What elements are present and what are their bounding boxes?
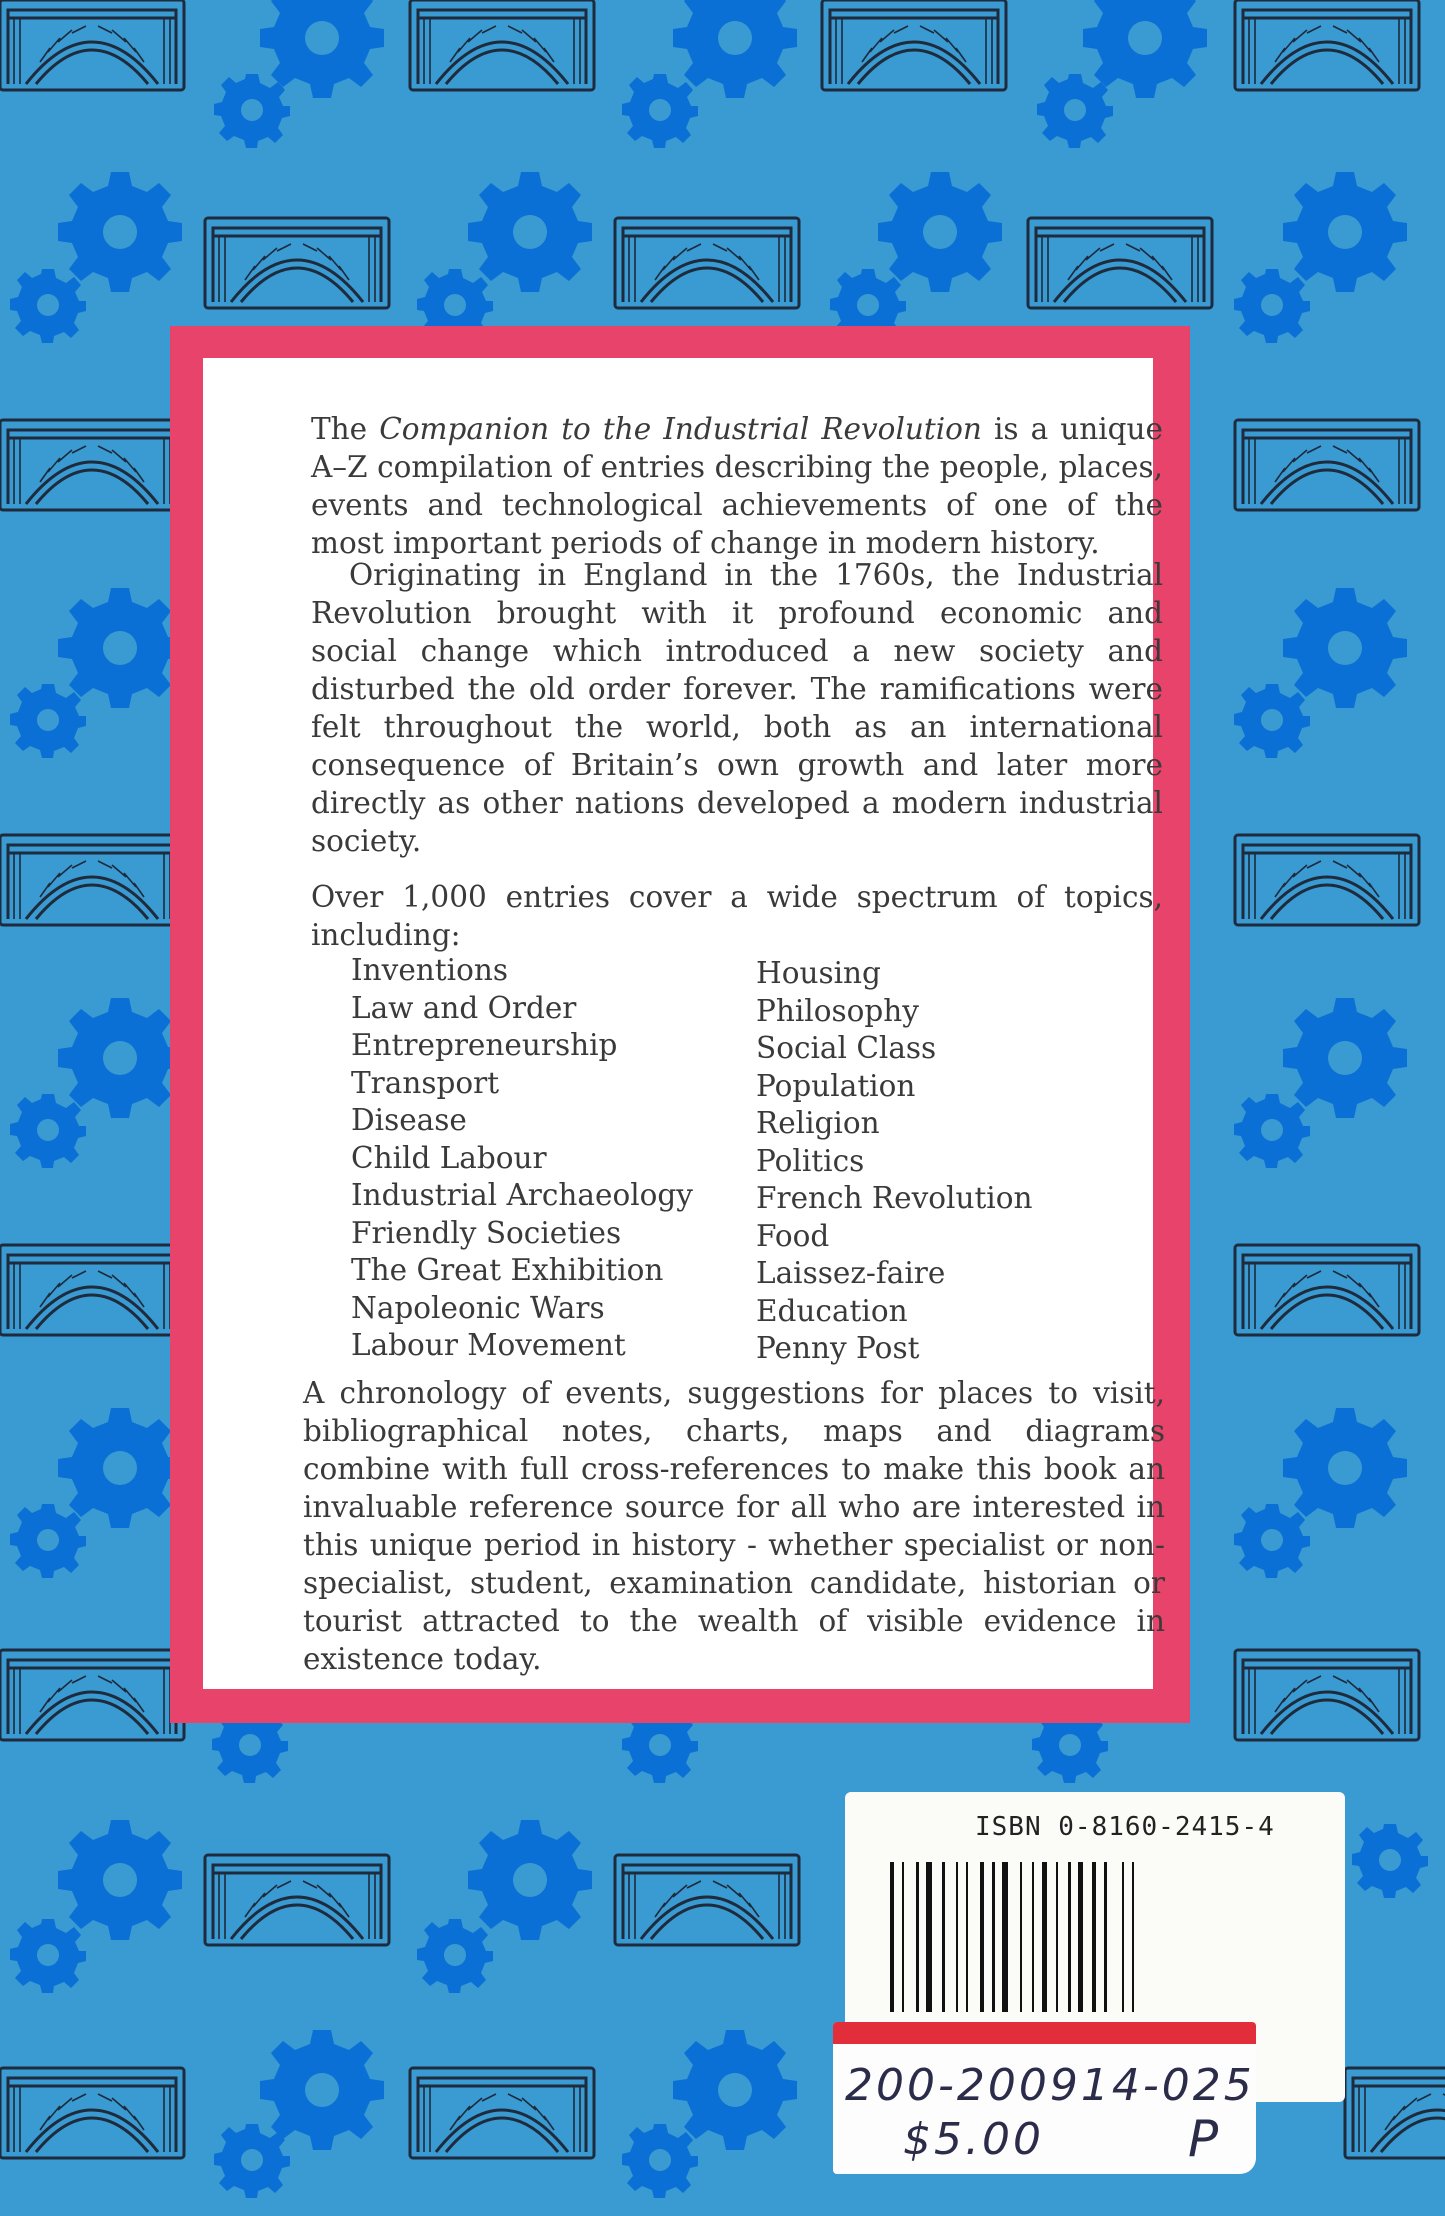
list-item: Law and Order xyxy=(351,990,577,1025)
list-item: The Great Exhibition xyxy=(351,1253,664,1287)
origin-paragraph: Originating in England in the 1760s, the Industrial Revolution brought with it profound economic and social change which introduced a new society and disturbed the old order forever. The ramifications were felt throughout the world, both as an international consequence of Britain’s own growth and later more directly as other nations developed a modern industrial society. xyxy=(311,558,1163,858)
list-item: Food xyxy=(756,1218,830,1253)
list-item: Inventions xyxy=(351,953,508,987)
list-item: Penny Post xyxy=(756,1331,920,1365)
price-tag-price: $5.00 xyxy=(903,2114,1044,2165)
list-item: Philosophy xyxy=(756,993,919,1028)
topics-list-right xyxy=(756,955,1033,1368)
blurb-panel xyxy=(203,358,1165,1689)
list-item: French Revolution xyxy=(756,1181,1033,1215)
list-item: Religion xyxy=(756,1106,880,1140)
list-item: Napoleonic Wars xyxy=(351,1290,605,1325)
list-item: Entrepreneurship xyxy=(351,1028,618,1062)
price-tag-strip xyxy=(833,2022,1256,2044)
topics-intro: Over 1,000 entries cover a wide spectrum of topics, including: xyxy=(311,880,1163,952)
list-item: Population xyxy=(756,1068,916,1103)
list-item: Transport xyxy=(351,1065,500,1100)
list-item: Politics xyxy=(756,1143,865,1178)
barcode-icon xyxy=(890,1862,1270,2012)
list-item: Education xyxy=(756,1293,908,1328)
price-tag xyxy=(833,2022,1256,2174)
pink-frame xyxy=(170,326,1190,1723)
closing-paragraph: A chronology of events, suggestions for places to visit, bibliographical notes, charts, maps and diagrams combine with full cross-references to make this book an invaluable reference source for all who are interested in this unique period in history - whether specialist or non-specialist, student, examination candidate, historian or tourist attracted to the wealth of visible evidence in existence today. xyxy=(303,1376,1165,1676)
list-item: Labour Movement xyxy=(351,1328,626,1362)
topics-list-left xyxy=(351,952,693,1365)
list-item: Laissez-faire xyxy=(756,1256,946,1290)
price-tag-mark: P xyxy=(1188,2110,1222,2168)
isbn-text: ISBN 0-8160-2415-4 xyxy=(975,1812,1275,1842)
list-item: Industrial Archaeology xyxy=(351,1178,693,1212)
price-tag-code: 200-200914-025 xyxy=(845,2060,1255,2111)
list-item: Friendly Societies xyxy=(351,1215,622,1250)
book-title: Companion to the Industrial Revolution xyxy=(379,412,982,446)
list-item: Housing xyxy=(756,956,881,990)
intro-paragraph: The Companion to the Industrial Revolution is a unique A–Z compilation of entries describing the people, places, events and technological achievements of one of the most important periods of change in modern history. xyxy=(311,412,1164,560)
list-item: Child Labour xyxy=(351,1140,547,1175)
list-item: Social Class xyxy=(756,1031,937,1065)
list-item: Disease xyxy=(351,1103,467,1137)
